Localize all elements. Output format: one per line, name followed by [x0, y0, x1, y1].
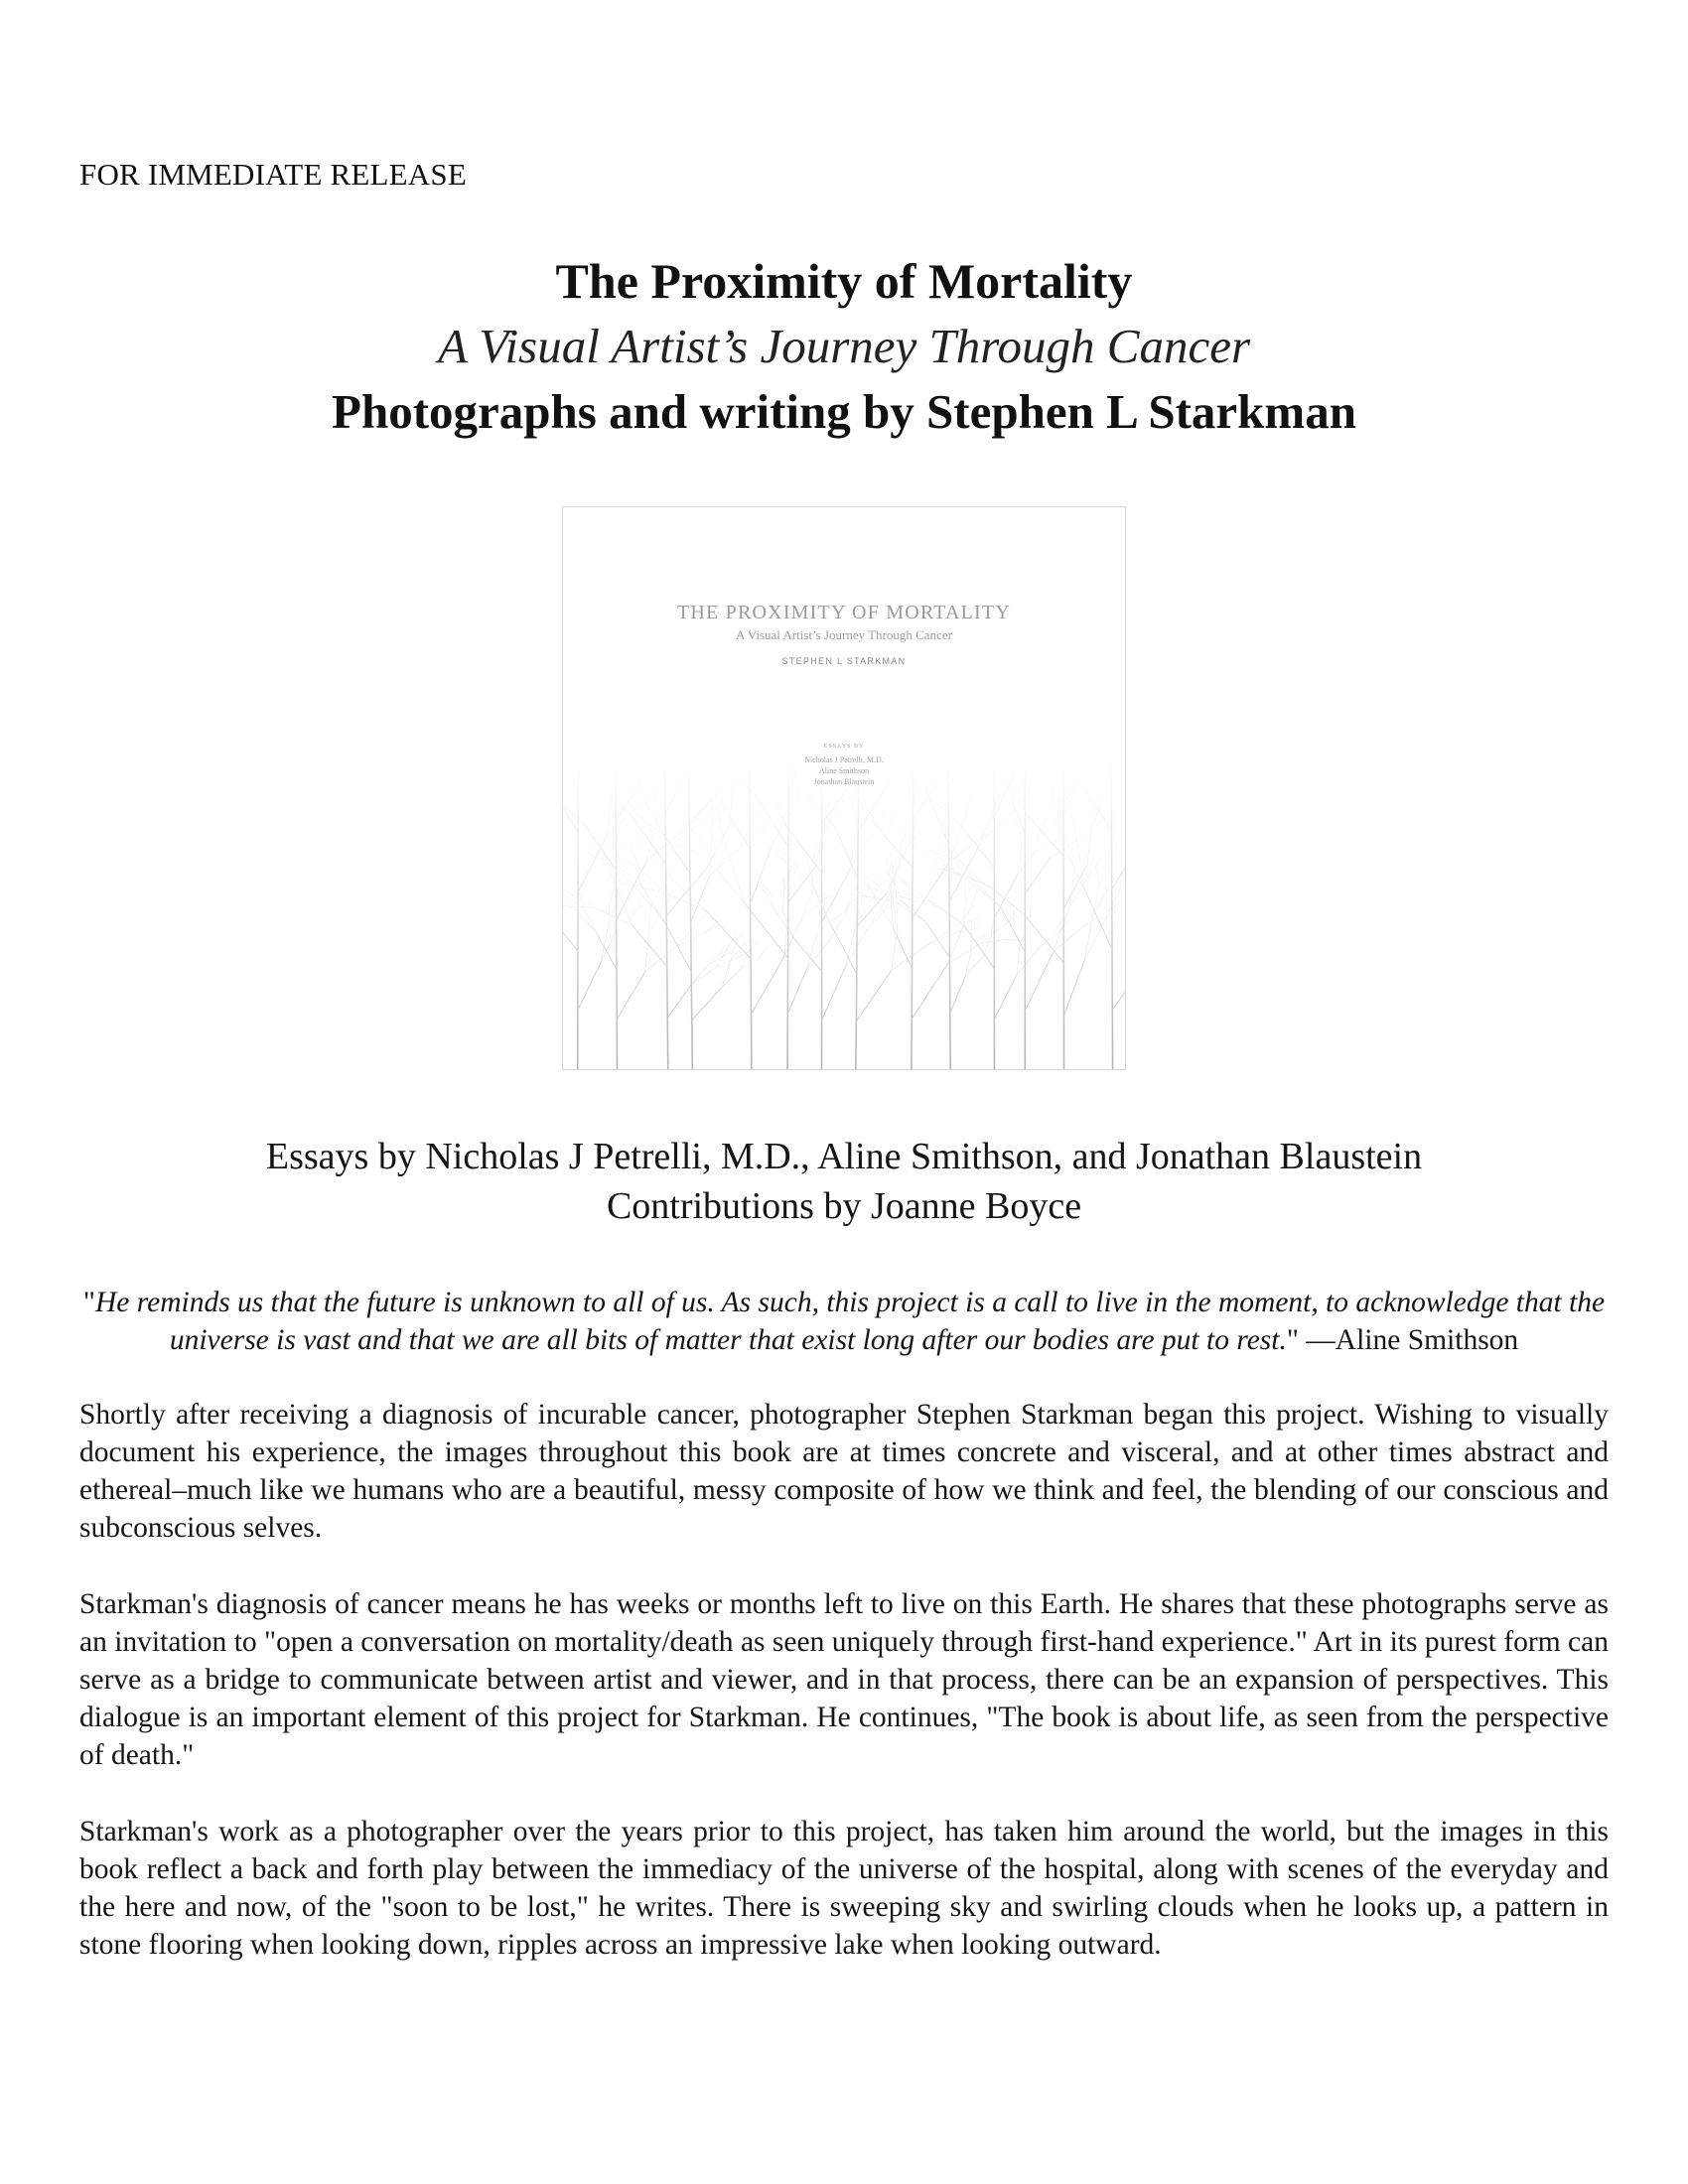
cover-trees-illustration [563, 507, 1125, 1069]
book-title: The Proximity of Mortality [555, 253, 1133, 309]
essays-credit: Essays by Nicholas J Petrelli, M.D., Aline Smithson, and Jonathan Blaustein [265, 1136, 1423, 1177]
body-paragraph: Starkman's diagnosis of cancer means he has weeks or months left to live on this Earth. He shares that these photographs serve as an invitation to "open a conversation on mortality/death as seen uniquely through first-hand experience." Art in its purest form can serve as a bridge to communicate between artist and viewer, and in that process, there can be an expansion of perspectives. This dialogue is an important element of this project for Starkman. He continues, "The book is about life, as seen from the perspective of death." [79, 1588, 1609, 1771]
book-byline: Photographs and writing by Stephen L Starkman [332, 384, 1356, 439]
cover-author: STEPHEN L STARKMAN [781, 656, 907, 666]
pull-quote [79, 1284, 1609, 1359]
quote-close-mark: " [1286, 1324, 1307, 1356]
title-block [0, 248, 1688, 445]
quote-text: He reminds us that the future is unknown to all of us. As such, this project is a call to live in the moment, to acknowledge that the universe is vast and that we are all bits of matter that exist long after our bodies are put to rest. [94, 1287, 1606, 1356]
contributions-credit: Contributions by Joanne Boyce [606, 1185, 1082, 1227]
cover-essayist: Aline Smithson [818, 766, 869, 775]
book-subtitle: A Visual Artist’s Journey Through Cancer [437, 319, 1251, 373]
cover-essayist: Jonathan Blaustein [813, 777, 875, 786]
body-paragraph: Starkman's work as a photographer over the years prior to this project, has taken him around the world, but the images in this book reflect a back and forth play between the immediacy of the universe of the hospital, along with scenes of the everyday and the here and now, of the "soon to be lost," he writes. There is sweeping sky and swirling clouds when he looks up, a pattern in stone flooring when looking down, ripples across an impressive lake when looking outward. [79, 1816, 1609, 1961]
quote-attribution: —Aline Smithson [1306, 1324, 1519, 1356]
quote-open-mark: " [82, 1287, 95, 1318]
credits [0, 1132, 1688, 1231]
book-cover-image [562, 506, 1126, 1070]
release-label: FOR IMMEDIATE RELEASE [79, 157, 467, 192]
cover-essayist: Nicholas J Petrelli, M.D. [804, 755, 884, 764]
cover-subtitle: A Visual Artist’s Journey Through Cancer [736, 627, 952, 642]
cover-title: THE PROXIMITY OF MORTALITY [677, 602, 1011, 623]
cover-essays-label: ESSAYS BY [823, 744, 865, 750]
body-paragraph: Shortly after receiving a diagnosis of incurable cancer, photographer Stephen Starkman began this project. Wishing to visually document his experience, the images throughout this book are at times concrete and visceral, and at other times abstract and ethereal–much like we humans who are a beautiful, messy composite of how we think and feel, the blending of our conscious and subconscious selves. [79, 1399, 1609, 1544]
